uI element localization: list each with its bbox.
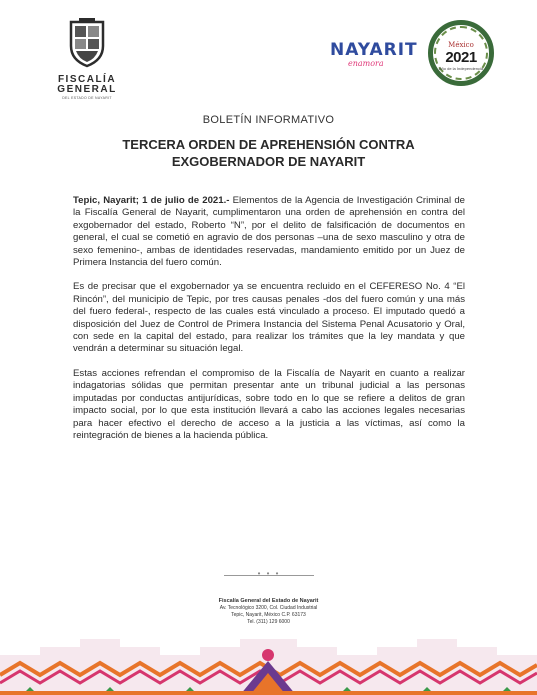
mexico-2021-logo (428, 20, 494, 86)
nayarit-wordmark: NAYARIT (330, 40, 418, 60)
bulletin-headline (60, 136, 477, 170)
paragraph-1 (73, 195, 465, 269)
fiscalia-subtitle: DEL ESTADO DE NAYARIT (62, 96, 112, 100)
paragraph-2: Es de precisar que el exgobernador ya se encuentra recluido en el CEFERESO No. 4 “El Rincón”, del municipio de Tepic, por tres causas penales -dos del fuero común y una más del fuero federal-, respecto de las cuales está vinculado a proceso. El imputado quedó a disposición del Juez de Control de Primera Instancia del Sistema Penal Acusatorio y Oral, con sede en la capital del estado, para realizar los trámites que la ley mandata y que vendrán a determinar su situación legal. (73, 281, 465, 355)
paragraph-1-text: Elementos de la Agencia de Investigación Criminal de la Fiscalía General de Nayarit, cumplimentaron una orden de aprehensión en contra del exgobernador del estado, Roberto “N”, por el delito de falsificación de documentos en general, el cual se cometió en agravio de dos personas –una de sexo masculino y otra de sexo femenino-, ambas de identidades reservadas, mandamiento emitido por un Juez de Primera Instancia del fuero común. (73, 195, 466, 269)
footer-contact (0, 598, 537, 626)
headline-line-1: TERCERA ORDEN DE APREHENSIÓN CONTRA (122, 137, 415, 152)
logo-year: 2021 (445, 49, 477, 66)
logo-country: México (448, 41, 474, 49)
footer-org: Fiscalía General del Estado de Nayarit (218, 598, 319, 604)
footer-phone: Tel. (311) 129 6000 (247, 619, 290, 625)
nayarit-logo (330, 42, 422, 68)
footer-divider (224, 569, 314, 578)
document-header (0, 0, 537, 108)
state-shield-icon (65, 18, 109, 68)
nayarit-tagline: enamora (348, 59, 384, 68)
fiscalia-logo (52, 18, 122, 100)
fiscalia-name: FISCALÍA GENERAL (57, 74, 117, 95)
paragraph-3: Estas acciones refrendan el compromiso de la Fiscalía de Nayarit en cuanto a realizar indagatorias sólidas que permitan presentar ante un tribunal judicial a las personas imputadas por conductas antijurídicas, sobre todo en lo que se refiere a delitos de gran impacto social, por lo que esta institución llevará a cabo las acciones legales necesarias para hacer efectivo el derecho de acceso a la justicia a las víctimas, así como la reintegración de bienes a la hacienda pública. (73, 367, 465, 441)
bulletin-body (73, 195, 465, 454)
dateline: Tepic, Nayarit; 1 de julio de 2021.- (73, 195, 230, 206)
bulletin-kicker: BOLETÍN INFORMATIVO (202, 114, 335, 126)
headline-line-2: EXGOBERNADOR DE NAYARIT (171, 154, 366, 169)
divider-dots: • • • (257, 569, 281, 578)
logo-caption: Año de la Independencia (438, 66, 484, 71)
footer-address-1: Av. Tecnológico 3200, Col. Ciudad Industrial (219, 605, 318, 611)
decorative-pattern-band (0, 625, 537, 695)
footer-address-2: Tepic, Nayarit, México C.P. 63173 (231, 612, 306, 618)
